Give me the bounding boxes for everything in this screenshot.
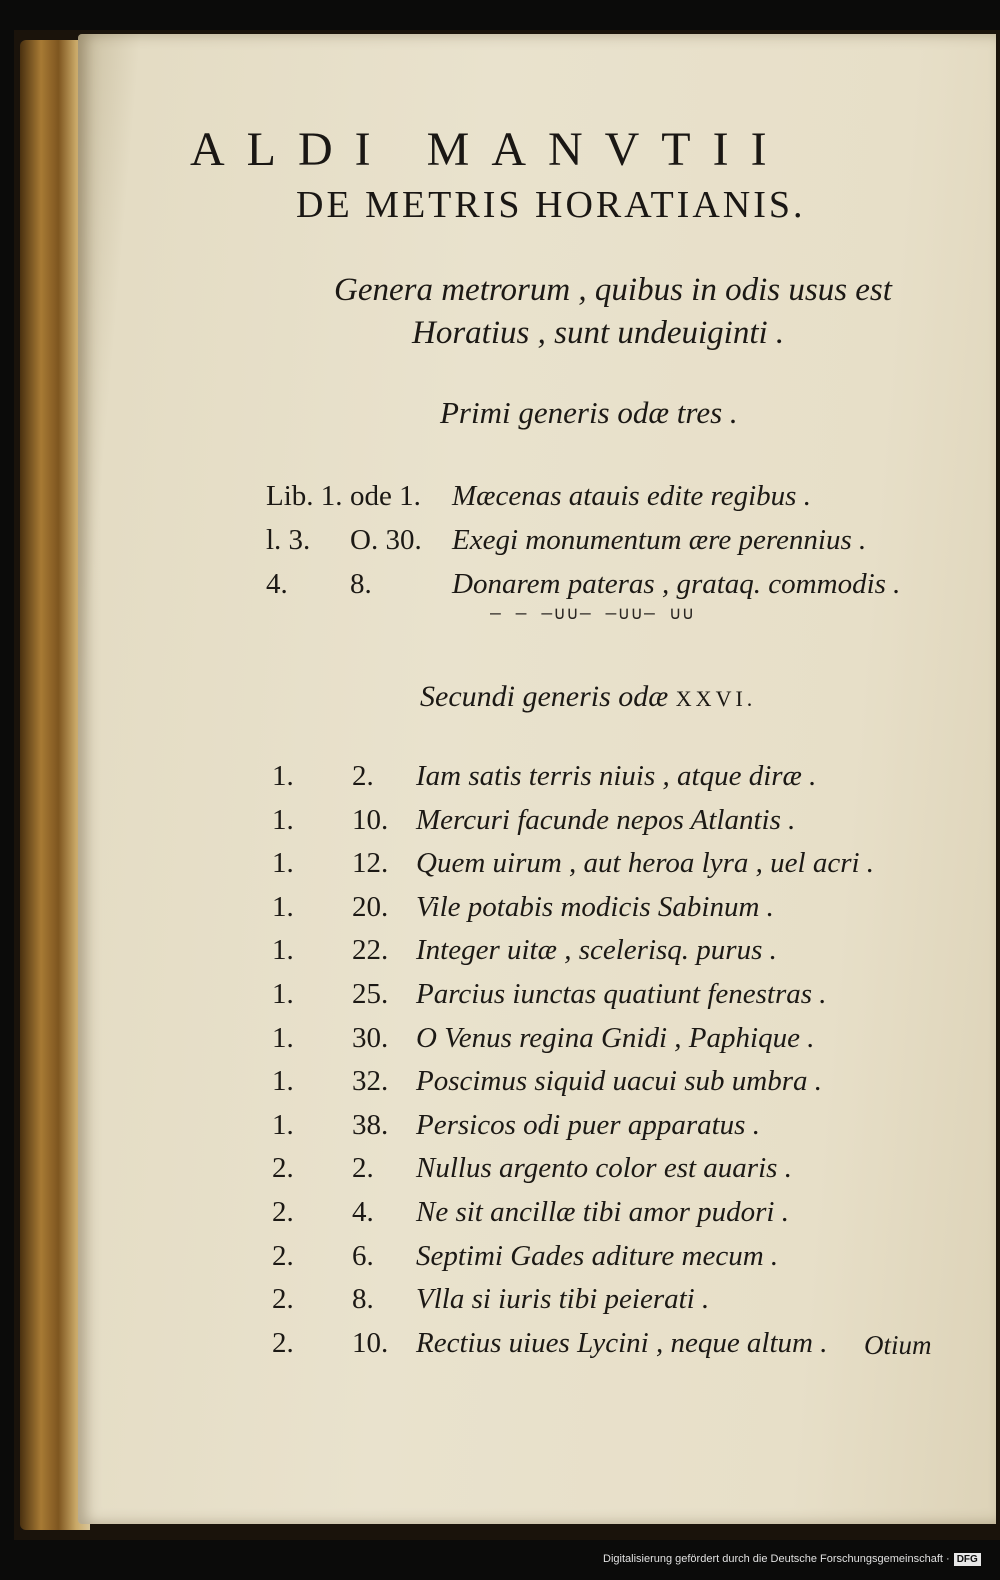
incipit: Nullus argento color est auaris .	[416, 1152, 792, 1185]
incipit: O Venus regina Gnidi , Paphique .	[416, 1021, 815, 1054]
book-number: 2.	[272, 1152, 294, 1185]
list-item	[0, 934, 1000, 978]
ode-number: 38.	[352, 1108, 389, 1141]
book-number: 1.	[272, 890, 294, 923]
ode-number: 20.	[352, 890, 389, 923]
ode-number: 30.	[352, 1021, 389, 1054]
incipit: Exegi monumentum ære perennius .	[452, 524, 867, 556]
dfg-logo: DFG	[954, 1553, 981, 1566]
incipit: Vlla si iuris tibi peierati .	[416, 1283, 710, 1316]
title-line-1: ALDI MANVTII	[190, 123, 789, 176]
list-item	[0, 978, 1000, 1022]
book-number: l. 3.	[266, 524, 311, 556]
incipit: Parcius iunctas quatiunt fenestras .	[416, 978, 827, 1010]
book-number: Lib. 1.	[266, 480, 343, 512]
ode-number: 8.	[350, 568, 372, 600]
ode-number: 2.	[352, 1152, 374, 1185]
ode-number: 10.	[352, 1326, 389, 1359]
subtitle-line-2: Horatius , sunt undeuiginti .	[412, 315, 785, 351]
list-item	[0, 847, 1000, 891]
book-number: 1.	[272, 978, 294, 1010]
list-item	[0, 804, 1000, 848]
incipit: Donarem pateras , grataq. commodis .	[452, 568, 901, 600]
footer-text: Digitalisierung gefördert durch die Deutsche Forschungsgemeinschaft ·	[603, 1553, 950, 1565]
ode-number: 32.	[352, 1065, 389, 1098]
book-number: 1.	[272, 760, 294, 792]
list-item	[0, 1240, 1000, 1284]
list-item	[0, 1109, 1000, 1153]
section-2-heading	[420, 680, 756, 714]
list-item	[0, 480, 1000, 524]
footer-credit	[603, 1553, 981, 1566]
ode-number: 2.	[352, 760, 374, 792]
ode-number: 8.	[352, 1283, 374, 1316]
incipit: Iam satis terris niuis , atque diræ .	[416, 760, 817, 792]
incipit: Integer uitæ , scelerisq. purus .	[416, 934, 777, 967]
meter-scheme: — — –∪∪– –∪∪– ∪∪	[490, 603, 696, 624]
incipit: Rectius uiues Lycini , neque altum .	[416, 1326, 828, 1359]
ode-number: O. 30.	[350, 524, 422, 556]
book-number: 2.	[272, 1283, 294, 1316]
book-number: 2.	[272, 1326, 294, 1359]
incipit: Persicos odi puer apparatus .	[416, 1108, 760, 1141]
section-2-heading-text: Secundi generis odæ	[420, 680, 669, 713]
title-line-2: DE METRIS HORATIANIS.	[296, 184, 806, 226]
book-number: 2.	[272, 1239, 294, 1272]
book-number: 4.	[266, 568, 288, 600]
list-item	[0, 760, 1000, 804]
incipit: Poscimus siquid uacui sub umbra .	[416, 1065, 822, 1098]
book-number: 1.	[272, 1108, 294, 1141]
incipit: Vile potabis modicis Sabinum .	[416, 890, 774, 923]
ode-number: 6.	[352, 1239, 374, 1272]
list-item	[0, 1152, 1000, 1196]
list-item	[0, 891, 1000, 935]
list-item	[0, 1196, 1000, 1240]
list-item	[0, 1283, 1000, 1327]
incipit: Ne sit ancillæ tibi amor pudori .	[416, 1196, 789, 1228]
book-number: 1.	[272, 1021, 294, 1054]
list-item	[0, 1065, 1000, 1109]
incipit: Quem uirum , aut heroa lyra , uel acri .	[416, 847, 875, 880]
book-number: 1.	[272, 1065, 294, 1098]
book-number: 1.	[272, 803, 294, 836]
ode-number: 25.	[352, 978, 389, 1010]
section-1-heading: Primi generis odæ tres .	[440, 395, 738, 430]
ode-number: ode 1.	[350, 480, 421, 512]
book-number: 1.	[272, 934, 294, 967]
ode-number: 12.	[352, 847, 389, 880]
list-item	[0, 1327, 1000, 1371]
incipit: Mercuri facunde nepos Atlantis .	[416, 803, 796, 836]
subtitle-line-1: Genera metrorum , quibus in odis usus est	[334, 272, 892, 308]
list-item	[0, 524, 1000, 568]
incipit: Mæcenas atauis edite regibus .	[452, 480, 811, 512]
section-2-count: XXVI.	[675, 686, 757, 711]
book-number: 2.	[272, 1196, 294, 1228]
book-number: 1.	[272, 847, 294, 880]
ode-number: 10.	[352, 803, 389, 836]
catchword: Otium	[864, 1330, 932, 1360]
ode-number: 4.	[352, 1196, 374, 1228]
incipit: Septimi Gades aditure mecum .	[416, 1239, 779, 1272]
list-item	[0, 1022, 1000, 1066]
ode-number: 22.	[352, 934, 389, 967]
